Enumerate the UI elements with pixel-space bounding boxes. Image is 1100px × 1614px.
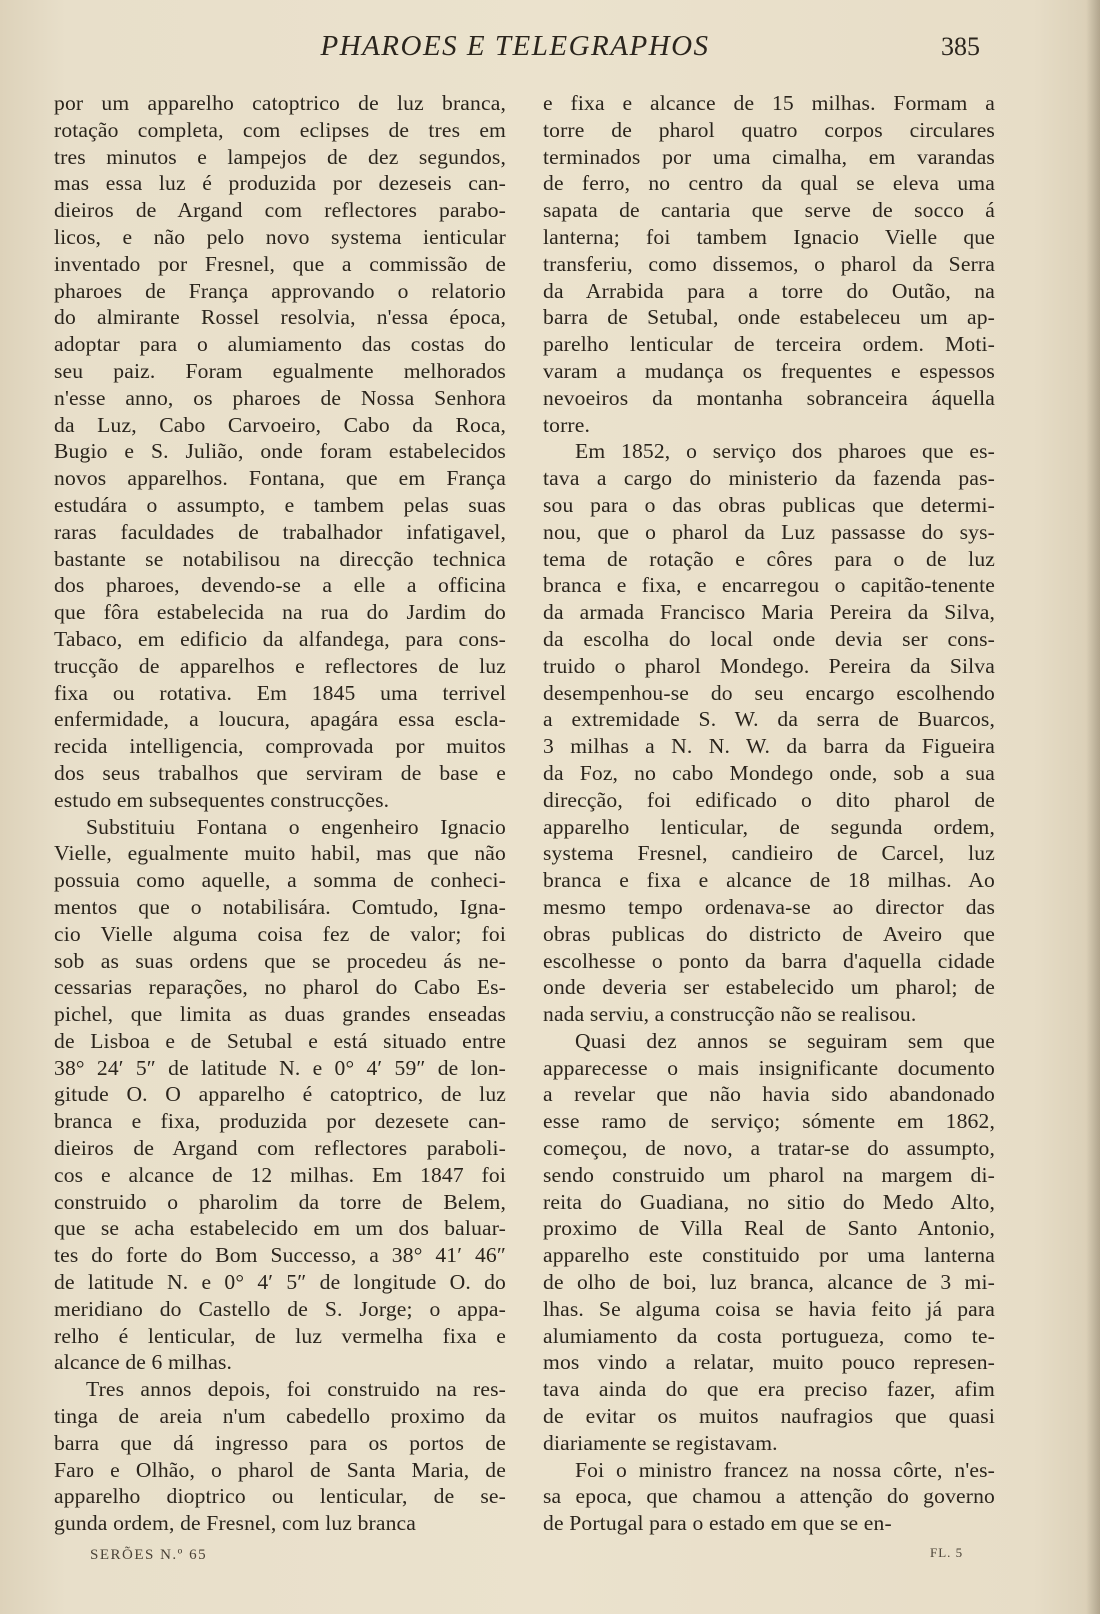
signature-mark: SERÕES N.º 65 — [90, 1547, 208, 1563]
right-column-paragraph — [543, 90, 995, 438]
text-line: Tres annos depois, foi construido na res- — [86, 1377, 506, 1402]
text-line: varam a mudança os frequentes e espessos — [543, 358, 995, 383]
text-line: Vielle, egualmente muito habil, mas que não — [54, 841, 506, 866]
text-line: onde deveria ser estabelecido um pharol; de — [543, 975, 995, 1000]
text-line: tema de rotação e côres para o de luz — [543, 546, 995, 571]
text-line: branca e fixa e alcance de 18 milhas. Ao — [543, 868, 995, 893]
text-line: tava ainda do que era preciso fazer, afim — [543, 1377, 995, 1402]
page-number: 385 — [941, 32, 980, 61]
text-line: da Foz, no cabo Mondego onde, sob a sua — [543, 760, 995, 785]
text-line: dieiros de Argand com reflectores paraboli- — [54, 1136, 506, 1161]
text-line: apparecesse o mais insignificante documento — [543, 1055, 995, 1080]
text-line: desempenhou-se do seu encargo escolhendo — [543, 680, 995, 705]
text-line: da Luz, Cabo Carvoeiro, Cabo da Roca, — [54, 412, 506, 437]
text-line: apparelho este constituido por uma lanterna — [543, 1243, 995, 1268]
text-line: licos, e não pelo novo systema ienticular — [54, 224, 506, 249]
text-line: seu paiz. Foram egualmente melhorados — [54, 358, 506, 383]
text-line: estudára o assumpto, e tambem pelas suas — [54, 492, 506, 517]
text-line: sapata de cantaria que serve de socco á — [543, 198, 995, 223]
text-line: rotação completa, com eclipses de tres em — [54, 117, 506, 142]
text-line: dos pharoes, devendo-se a elle a officina — [54, 573, 506, 598]
text-line: sa epoca, que chamou a attenção do governo — [543, 1484, 995, 1509]
text-line: transferiu, como dissemos, o pharol da Serra — [543, 251, 995, 276]
text-line: Faro e Olhão, o pharol de Santa Maria, de — [54, 1457, 506, 1482]
text-line: de Portugal para o estado em que se en- — [543, 1511, 892, 1536]
text-line: trucção de apparelhos e reflectores de luz — [54, 653, 506, 678]
text-line: e fixa e alcance de 15 milhas. Formam a — [543, 91, 995, 115]
text-line: dos seus trabalhos que serviram de base e — [54, 760, 506, 785]
text-line: esse ramo de serviço; sómente em 1862, — [543, 1109, 995, 1134]
right-column-paragraph — [543, 1028, 995, 1457]
text-line: enfermidade, a loucura, apagára essa escla- — [54, 707, 506, 732]
text-line: systema Fresnel, candieiro de Carcel, luz — [543, 841, 995, 866]
text-line: cessarias reparações, no pharol do Cabo Es- — [54, 975, 506, 1000]
text-line: sob as suas ordens que se procedeu ás ne- — [54, 948, 506, 973]
text-line: torre. — [543, 412, 591, 437]
text-line: mentos que o notabilisára. Comtudo, Igna- — [54, 894, 506, 919]
text-line: barra que dá ingresso para os portos de — [54, 1430, 506, 1455]
text-line: branca e fixa, e encarregou o capitão-tenente — [543, 573, 995, 598]
text-line: adoptar para o alumiamento das costas do — [54, 332, 506, 357]
text-line: estudo em subsequentes construcções. — [54, 787, 390, 812]
text-line: recida intelligencia, comprovada por muitos — [54, 734, 506, 759]
text-line: inventado por Fresnel, que a commissão de — [54, 251, 506, 276]
right-column-paragraph — [543, 1457, 995, 1537]
text-line: pichel, que limita as duas grandes enseadas — [54, 1002, 506, 1027]
text-line: direcção, foi edificado o dito pharol de — [543, 787, 995, 812]
text-line: escolhesse o ponto da barra d'aquella cidade — [543, 948, 995, 973]
text-line: da armada Francisco Maria Pereira da Silva, — [543, 600, 995, 625]
text-line: cio Vielle alguma coisa fez de valor; foi — [54, 921, 506, 946]
text-line: apparelho lenticular, de segunda ordem, — [543, 814, 995, 839]
text-line: dieiros de Argand com reflectores parabo- — [54, 198, 506, 223]
text-line: da Arrabida para a torre do Outão, na — [543, 278, 995, 303]
text-line: tinga de areia n'um cabedello proximo da — [54, 1404, 506, 1429]
text-line: gitude O. O apparelho é catoptrico, de luz — [54, 1082, 506, 1107]
left-text-column — [54, 90, 506, 1537]
right-text-column — [543, 90, 995, 1537]
right-column-paragraph — [543, 438, 995, 1028]
folio-mark: FL. 5 — [930, 1545, 964, 1560]
text-line: nou, que o pharol da Luz passasse do sys- — [543, 519, 995, 544]
text-line: 38° 24′ 5″ de latitude N. e 0° 4′ 59″ de lon- — [54, 1055, 506, 1080]
text-line: nevoeiros da montanha sobranceira áquella — [543, 385, 995, 410]
text-line: que se acha estabelecido em um dos baluar- — [54, 1216, 506, 1241]
text-line: tes do forte do Bom Successo, a 38° 41′ 46″ — [54, 1243, 506, 1268]
text-line: Substituiu Fontana o engenheiro Ignacio — [86, 814, 506, 839]
text-line: começou, de novo, a tratar-se do assumpto, — [543, 1136, 995, 1161]
text-line: novos apparelhos. Fontana, que em França — [54, 466, 506, 491]
text-line: relho é lenticular, de luz vermelha fixa e — [54, 1323, 506, 1348]
text-line: tava a cargo do ministerio da fazenda pas- — [543, 466, 995, 491]
text-line: construido o pharolim da torre de Belem, — [54, 1189, 506, 1214]
text-line: mesmo tempo ordenava-se ao director das — [543, 894, 995, 919]
text-line: Foi o ministro francez na nossa côrte, n'es- — [575, 1457, 995, 1482]
text-line: de olho de boi, luz branca, alcance de 3 mi- — [543, 1270, 995, 1295]
left-column-paragraph — [54, 814, 506, 1377]
text-line: Quasi dez annos se seguiram sem que — [575, 1028, 995, 1053]
running-header — [0, 30, 1100, 74]
text-line: proximo de Villa Real de Santo Antonio, — [543, 1216, 995, 1241]
text-line: meridiano do Castello de S. Jorge; o appa- — [54, 1296, 506, 1321]
text-line: Tabaco, em edificio da alfandega, para cons- — [54, 626, 506, 651]
text-line: tres minutos e lampejos de dez segundos, — [54, 144, 506, 169]
text-line: Bugio e S. Julião, onde foram estabelecidos — [54, 439, 506, 464]
text-line: terminados por uma cimalha, em varandas — [543, 144, 995, 169]
text-line: do almirante Rossel resolvia, n'essa época, — [54, 305, 506, 330]
text-line: torre de pharol quatro corpos circulares — [543, 117, 995, 142]
text-line: sou para o das obras publicas que determi- — [543, 492, 995, 517]
text-line: de evitar os muitos naufragios que quasi — [543, 1404, 995, 1429]
text-line: cos e alcance de 12 milhas. Em 1847 foi — [54, 1162, 506, 1187]
text-line: alcance de 6 milhas. — [54, 1350, 233, 1375]
text-line: bastante se notabilisou na direcção technica — [54, 546, 506, 571]
text-line: reita do Guadiana, no sitio do Medo Alto, — [543, 1189, 995, 1214]
text-line: diariamente se registavam. — [543, 1430, 778, 1455]
text-line: 3 milhas a N. N. W. da barra da Figueira — [543, 734, 995, 759]
text-line: Em 1852, o serviço dos pharoes que es- — [575, 439, 995, 464]
text-line: barra de Setubal, onde estabeleceu um ap- — [543, 305, 995, 330]
text-line: gunda ordem, de Fresnel, com luz branca — [54, 1511, 417, 1536]
running-title: PHAROES E TELEGRAPHOS — [320, 30, 710, 62]
left-column-paragraph — [54, 90, 506, 814]
text-line: lanterna; foi tambem Ignacio Vielle que — [543, 224, 995, 249]
text-line: alumiamento da costa portugueza, como te- — [543, 1323, 995, 1348]
text-line: parelho lenticular de terceira ordem. Moti- — [543, 332, 995, 357]
left-column-paragraph — [54, 1376, 506, 1537]
text-line: mas essa luz é produzida por dezeseis can- — [54, 171, 506, 196]
text-line: da escolha do local onde devia ser cons- — [543, 626, 995, 651]
text-line: truido o pharol Mondego. Pereira da Silva — [543, 653, 995, 678]
text-line: possuia como aquelle, a somma de conheci- — [54, 868, 506, 893]
text-line: por um apparelho catoptrico de luz branca, — [54, 91, 506, 115]
text-line: de ferro, no centro da qual se eleva uma — [543, 171, 995, 196]
text-line: mos vindo a relatar, muito pouco represen- — [543, 1350, 995, 1375]
text-line: obras publicas do districto de Aveiro que — [543, 921, 995, 946]
text-line: raras faculdades de trabalhador infatigavel, — [54, 519, 506, 544]
text-line: fixa ou rotativa. Em 1845 uma terrivel — [54, 680, 506, 705]
text-line: pharoes de França approvando o relatorio — [54, 278, 506, 303]
text-line: que fôra estabelecida na rua do Jardim do — [54, 600, 506, 625]
text-line: nada serviu, a construcção não se realisou. — [543, 1002, 917, 1027]
text-line: a extremidade S. W. da serra de Buarcos, — [543, 707, 995, 732]
text-line: n'esse anno, os pharoes de Nossa Senhora — [54, 385, 506, 410]
text-line: branca e fixa, produzida por dezesete can- — [54, 1109, 506, 1134]
text-line: a revelar que não havia sido abandonado — [543, 1082, 995, 1107]
text-line: de latitude N. e 0° 4′ 5″ de longitude O. do — [54, 1270, 506, 1295]
text-line: apparelho dioptrico ou lenticular, de se- — [54, 1484, 506, 1509]
text-line: lhas. Se alguma coisa se havia feito já para — [543, 1296, 995, 1321]
text-line: sendo construido um pharol na margem di- — [543, 1162, 995, 1187]
text-line: de Lisboa e de Setubal e está situado entre — [54, 1028, 506, 1053]
